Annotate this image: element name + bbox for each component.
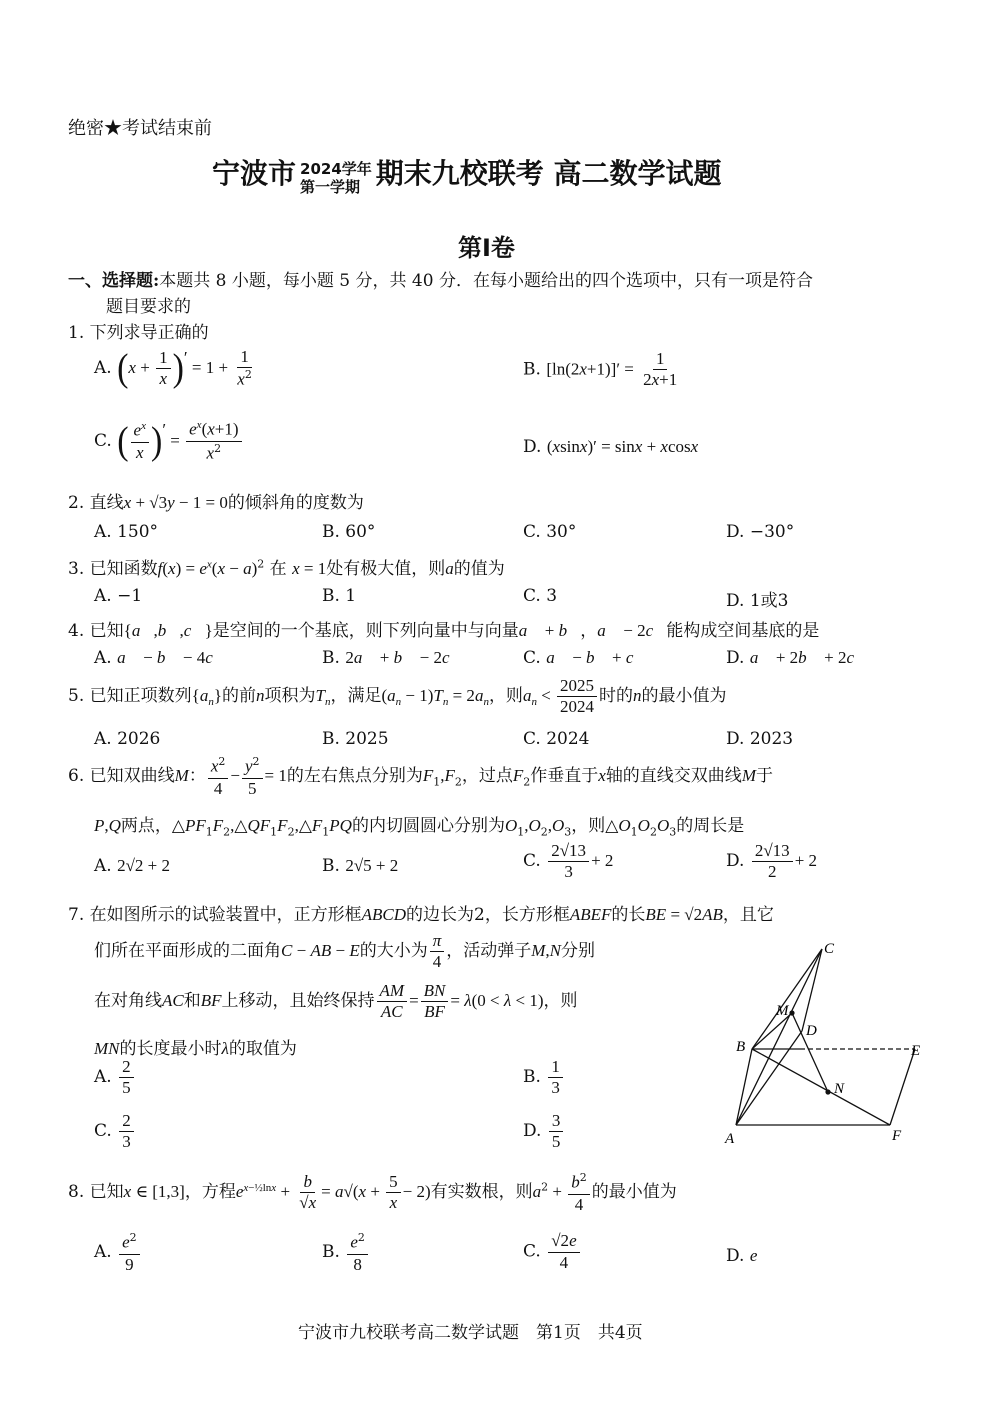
question-4: 4. 已知{a⃗,b⃗,c⃗}是空间的一个基底，则下列向量中与向量a⃗ + b⃗，a⃗ − 2c⃗能构成空间基底的是 — [68, 621, 820, 641]
q2-option-c: C. 30° — [523, 522, 577, 542]
question-7-line4: MN的长度最小时λ的取值为 — [94, 1039, 297, 1059]
fig-label-d: D — [806, 1023, 817, 1039]
question-7-line3: 在对角线AC和BF上移动，且始终保持 $\frac{AM}{AC}$ = $\frac{BN}{BF}$ = λ(0 < λ < 1)，则 — [94, 981, 578, 1021]
question-7: 7. 在如图所示的试验装置中，正方形框ABCD的边长为2，长方形框ABEF的长BE = √2AB，且它 — [68, 905, 774, 925]
fig-label-f: F — [892, 1128, 902, 1144]
q7-option-a: A. $\frac{2}{5}$ — [94, 1058, 136, 1097]
q2-option-a: A. 150° — [94, 522, 159, 542]
question-8: 8. 已知x ∈ [1,3]，方程$e^{x-\frac{1}{2}lnx}$ + $\frac{b}{√x}$ = a√(x + $\frac{5}{x}$ − 2)有实数根，则$a^2$ + $\frac{b^2}{4}$ 的最小值为 — [68, 1171, 677, 1214]
q8-option-b: B. $\frac{e^2}{8}$ — [322, 1232, 370, 1273]
section-intro-line2: 题目要求的 — [106, 297, 191, 317]
title-main: 期末九校联考 高二数学试题 — [375, 157, 722, 190]
page-footer: 宁波市九校联考高二数学试题 第1页 共4页 — [298, 1323, 643, 1343]
q7-option-b: B. $\frac{1}{3}$ — [523, 1058, 565, 1097]
q3-option-a: A. −1 — [94, 586, 143, 606]
section-heading: 一、选择题:本题共 8 小题，每小题 5 分，共 40 分．在每小题给出的四个选项中，只有一项是符合 — [68, 271, 813, 291]
q4-option-c: C. a⃗ − b⃗ + c⃗ — [523, 648, 647, 668]
q7-figure — [720, 935, 940, 1150]
q1-option-d: D. (xsinx)′ = sinx + xcosx — [523, 437, 699, 457]
title-city: 宁波市 — [212, 157, 297, 190]
fig-label-n: N — [834, 1081, 845, 1097]
q7-option-c: C. $\frac{2}{3}$ — [94, 1112, 136, 1151]
secret-label: 绝密★考试结束前 — [68, 118, 212, 139]
fig-label-m: M — [776, 1003, 789, 1019]
q4-option-b: B. 2a⃗ + b⃗ − 2c⃗ — [322, 648, 463, 668]
q5-option-d: D. 2023 — [726, 729, 794, 749]
q1-option-b: B. [ln(2x+1)]′ = $\frac{1}{2x+1}$ — [523, 349, 678, 389]
fig-label-b: B — [736, 1039, 746, 1055]
q1-option-a: A. (x + $\frac{1}{x}$ )′ = 1 + $\frac{1}{x^2}$ — [94, 346, 252, 390]
question-3: 3. 已知函数$f(x) = e^x(x - a)^2$ 在 x = 1处有极大值，则a的值为 — [68, 557, 505, 579]
q6-option-c: C. $\frac{2√13}{3}$ + 2 — [523, 841, 614, 881]
question-5: 5. 已知正项数列$\{a_n\}$的前n项积为$T_n$，满足$(a_n - 1)T_n = 2a_n$，则$a_n$ < $\frac{2025}{2024}$ 时的n的最小值为 — [68, 676, 727, 716]
question-6: 6. 已知双曲线M： $\frac{x^2}{4}$ − $\frac{y^2}{5}$ = 1的左右焦点分别为$F_1,F_2$，过点$F_2$作垂直于x轴的直线交双曲线M于 — [68, 755, 773, 798]
q8-option-c: C. $\frac{√2e}{4}$ — [523, 1232, 582, 1272]
fig-label-c: C — [824, 941, 835, 957]
page-title — [212, 152, 722, 196]
question-1: 1. 下列求导正确的 — [68, 323, 209, 343]
q2-option-d: D. −30° — [726, 522, 795, 542]
question-2: 2. 直线x + √3y − 1 = 0的倾斜角的度数为 — [68, 493, 364, 513]
q6-option-b: B. 2√5 + 2 — [322, 856, 399, 876]
q8-option-a: A. $\frac{e^2}{9}$ — [94, 1232, 142, 1273]
question-7-line2: 们所在平面形成的二面角C − AB − E的大小为 $\frac{\pi}{4}$ ，活动弹子M,N分别 — [94, 931, 595, 971]
title-term-stack: 2024学年 第一学期 — [300, 160, 372, 196]
question-6-line2: P,Q两点，$\triangle PF_1F_2,\triangle QF_1F_2,\triangle F_1PQ$的内切圆圆心分别为$O_1,O_2,O_3$，则$\triangle O_1O_2O_3$的周长是 — [94, 816, 745, 839]
q7-option-d: D. $\frac{3}{5}$ — [523, 1112, 565, 1151]
q1-option-c: C. ( $\frac{e^x}{x}$ )′ = $\frac{e^x(x+1)}{x^2}$ — [94, 420, 244, 463]
q4-option-a: A. a⃗ − b⃗ − 4c⃗ — [94, 648, 227, 668]
q5-option-a: A. 2026 — [94, 729, 161, 749]
q3-option-b: B. 1 — [322, 586, 357, 606]
q6-option-d: D. $\frac{2√13}{2}$ + 2 — [726, 841, 818, 881]
q4-option-d: D. a⃗ + 2b⃗ + 2c⃗ — [726, 648, 868, 668]
q2-option-b: B. 60° — [322, 522, 376, 542]
q5-option-b: B. 2025 — [322, 729, 389, 749]
q8-option-d: D. e — [726, 1246, 758, 1266]
fig-label-e: E — [911, 1043, 921, 1059]
q3-option-c: C. 3 — [523, 586, 558, 606]
q3-option-d: D. 1或3 — [726, 591, 789, 611]
q6-option-a: A. 2√2 + 2 — [94, 856, 171, 876]
fig-label-a: A — [725, 1131, 735, 1147]
q5-option-c: C. 2024 — [523, 729, 590, 749]
volume-title: 第Ⅰ卷 — [458, 234, 515, 262]
